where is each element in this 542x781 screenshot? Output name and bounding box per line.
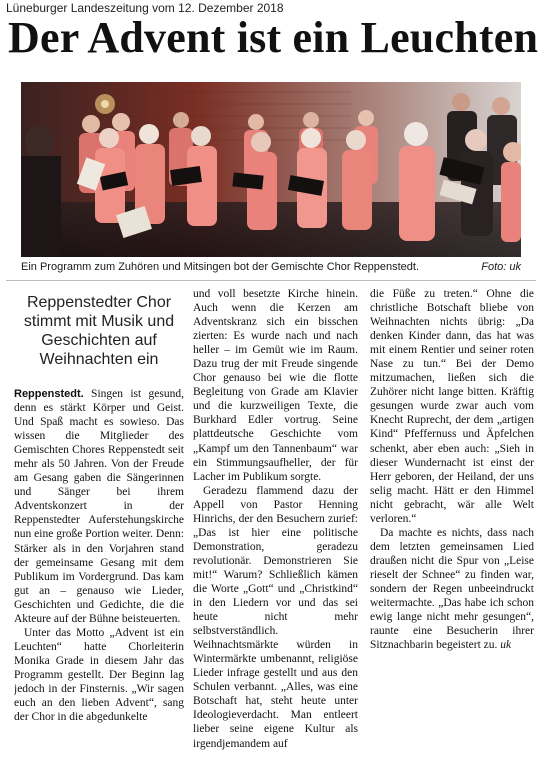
headline: Der Advent ist ein Leuchten <box>8 13 539 62</box>
photo-caption <box>21 261 521 273</box>
author-initials: uk <box>500 639 512 652</box>
photo-credit: Foto: uk <box>481 261 521 273</box>
paragraph-text: Da machte es nichts, dass nach dem letzten gemeinsamen Lied draußen nicht die Spur von „Leise rieselt der Schnee“ zu finden war, sondern der Regen unbeeindruckt weitermachte. „Das habe ich schon ewig lange nicht mehr gesungen“, raunte eine Besucherin ihrer Sitznachbarin begeistert zu. <box>370 526 534 652</box>
divider <box>6 280 536 281</box>
article-column-1 <box>14 387 184 779</box>
source-line: Lüneburger Landeszeitung vom 12. Dezember 2018 <box>6 1 284 15</box>
paragraph: Unter das Motto „Advent ist ein Leuchten“ hatte Chorleiterin Monika Grade in diesem Jahr das Programm gestellt. Der Beginn lag jedoch in der Finsternis. „Wir sagen euch an den lieben Advent“, sang der Chor in die abgedunkelte <box>14 626 184 724</box>
paragraph: und voll besetzte Kirche hinein. Auch wenn die Kerzen am Adventskranz sich ein bisschen zierten: Es wurde nach und nach heller – im Gemüt wie im Raum. Dazu trug der mit Freude singende Chor genauso bei wie die flotte Begleitung von Grade am Klavier und die kurzweiligen Texte, die Burkhard Edler vortrug. Seine plattdeutsche Geschichte vom „Kampf um den Tannenbaum“ war ein Stimmungsaufheller, der für Lacher im Publikum sorgte. <box>193 288 358 483</box>
choir-photo <box>21 82 521 257</box>
paragraph <box>370 526 534 652</box>
paragraph-text: Singen ist gesund, denn es stärkt Körper und Geist. Und Spaß macht es sowieso. Das wissen die Mitglieder des Gemischten Chores Reppenstedt seit mehr als 50 Jahren. Von der Freude am Gesang gaben die Sängerinnen und Sänger bei ihrem Adventskonzert in der Reppenstedter Auferstehungskirche nun eine große Portion weiter. Denn: Stärker als in den Vorjahren stand der gemeinsame Gesang mit dem Publikum im Vordergrund. Das kam gut an – genauso wie Lieder, Geschichten und Gedichte, die die Akteure auf der Bühne beisteuerten. <box>14 388 184 625</box>
paragraph: Geradezu flammend dazu der Appell von Pastor Henning Hinrichs, der den Besuchern zurief: „Das ist hier eine politische Demonstration, geradezu revolutionär. Demonstrieren Sie mit!“ Warum? Schließlich kämen die Worte „Gott“ und „Christkind“ in den Liedern vor und das sei heute nicht mehr selbstverständlich. Weihnachtsmärkte würden in Wintermärkte umbenannt, religiöse Lieder infrage gestellt und aus den Schulen verbannt. „Alles, was eine Botschaft hat, steht heute unter Ideologieverdacht. Man entleert lieber seine eigene Kultur als irgendjemandem auf <box>193 484 358 750</box>
article-column-2 <box>193 287 358 779</box>
article-column-3 <box>370 287 534 779</box>
dateline: Reppenstedt. <box>14 388 84 400</box>
caption-text: Ein Programm zum Zuhören und Mitsingen bot der Gemischte Chor Reppenstedt. <box>21 261 420 273</box>
subheadline: Reppenstedter Chor stimmt mit Musik und Geschichten auf Weihnachten ein <box>23 294 175 368</box>
paragraph: die Füße zu treten.“ Ohne die christliche Botschaft bliebe von Weihnachten nichts übrig: „Da denken Kinder dann, das hat was mit einem Rentier und seiner roten Nase zu tun.“ Bei der Demo mitzumachen, ließen sich die Zuhörer nicht lange bitten. Kräftig gesungen wurde zwar auch vom Knecht Ruprecht, der dem „artigen Kind“ Pfeffernuss und Äpfelchen schenkt, aber eben auch: „Sieh in dieser Wundernacht ist einst der Herr geboren, der Heiland, der uns selig macht. Hätt er den Himmel nicht gebracht, wär alle Welt verloren.“ <box>370 288 534 525</box>
paragraph <box>14 387 184 626</box>
